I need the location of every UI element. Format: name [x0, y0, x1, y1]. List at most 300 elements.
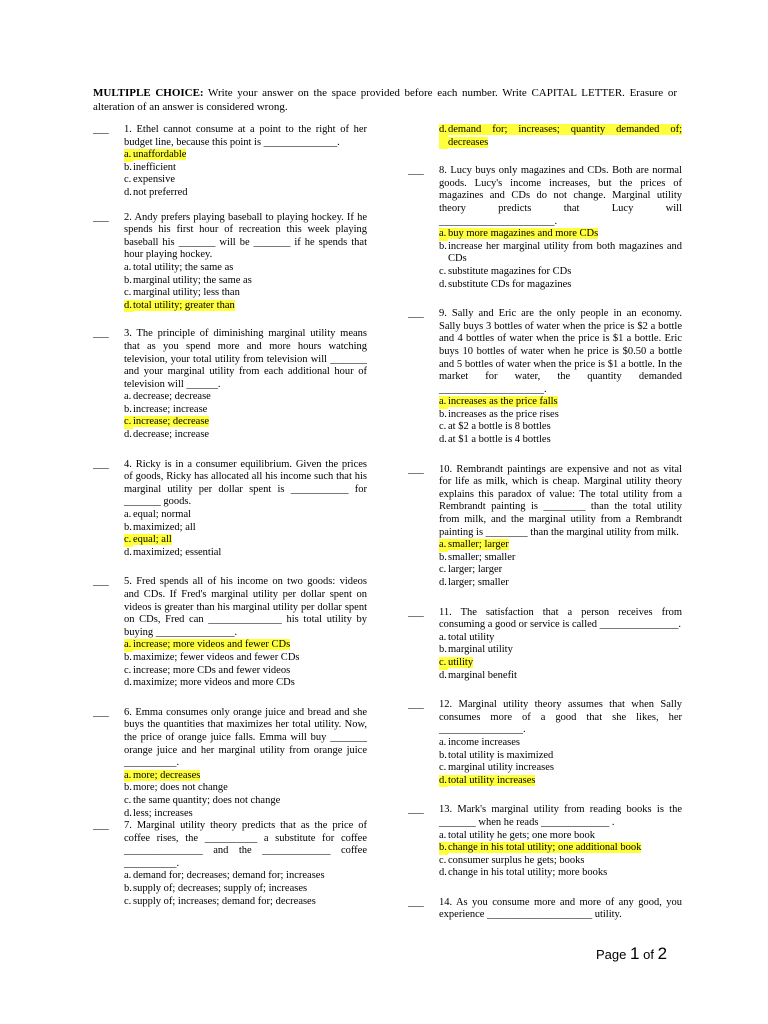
option-text-inner: marginal benefit — [448, 669, 517, 681]
answer-option — [124, 416, 367, 429]
option-letter: c. — [124, 895, 132, 907]
question-number: 2. — [124, 211, 132, 223]
option-letter: c. — [439, 564, 447, 576]
answer-option — [439, 564, 682, 577]
question-8 — [408, 165, 682, 291]
option-text — [448, 750, 682, 763]
page-number: 1 — [630, 944, 640, 963]
option-text — [133, 391, 367, 404]
question-number: 5. — [124, 576, 132, 588]
answer-option — [124, 639, 367, 652]
option-text — [448, 396, 682, 409]
option-text — [448, 228, 682, 241]
option-letter: a. — [124, 261, 132, 273]
question-7 — [93, 820, 367, 908]
answer-option — [439, 750, 682, 763]
option-text-inner: maximize; more videos and more CDs — [133, 677, 295, 689]
answer-option — [439, 396, 682, 409]
answer-blank[interactable]: ___ — [408, 699, 424, 711]
option-text-inner: less; increases — [133, 807, 193, 819]
option-letter: d. — [124, 186, 132, 198]
option-letter: a. — [124, 509, 132, 521]
total-pages: 2 — [657, 944, 668, 963]
option-text-inner: total utility — [448, 631, 495, 643]
answer-options — [124, 770, 367, 820]
option-letter: b. — [124, 782, 132, 794]
option-text — [448, 552, 682, 565]
option-letter: a. — [124, 870, 132, 882]
option-text-inner: maximize; fewer videos and fewer CDs — [133, 651, 300, 663]
option-text — [448, 577, 682, 590]
option-text — [133, 883, 367, 896]
option-text-inner: larger; larger — [448, 564, 503, 576]
answer-option — [439, 737, 682, 750]
option-text — [133, 300, 367, 313]
option-letter: a. — [439, 396, 447, 408]
answer-option — [439, 539, 682, 552]
answer-option — [124, 187, 367, 200]
question-text: Ricky is in a consumer equilibrium. Given the prices of goods, Ricky has allocated all his income such that his marginal utility per dollar spent is ___________ for _______ goods. — [124, 458, 368, 508]
option-letter: a. — [439, 631, 447, 643]
option-letter: c. — [124, 287, 132, 299]
option-letter: d. — [439, 434, 447, 446]
option-text-inner: supply of; increases; demand for; decreases — [133, 895, 316, 907]
answer-blank[interactable]: ___ — [93, 458, 109, 470]
question-stem — [124, 820, 367, 870]
page-footer — [596, 944, 667, 964]
option-letter: a. — [124, 391, 132, 403]
answer-option — [124, 652, 367, 665]
question-number: 4. — [124, 458, 132, 470]
option-text-inner: demand for; increases; quantity demanded of; decreases — [448, 124, 682, 148]
answer-options — [124, 149, 367, 199]
question-13 — [408, 804, 682, 880]
option-letter: b. — [439, 240, 447, 252]
option-text-inner: buy more magazines and more CDs — [448, 228, 599, 240]
answer-blank[interactable]: ___ — [408, 308, 424, 320]
option-text — [448, 830, 682, 843]
option-text — [133, 404, 367, 417]
answer-blank[interactable]: ___ — [408, 463, 424, 475]
option-text — [133, 808, 367, 821]
answer-blank[interactable]: ___ — [93, 706, 109, 718]
option-text-inner: substitute magazines for CDs — [448, 265, 572, 277]
answer-blank[interactable]: ___ — [408, 896, 424, 908]
answer-option — [124, 808, 367, 821]
option-text — [133, 782, 367, 795]
question-number: 8. — [439, 165, 447, 177]
option-text-inner: increase; more videos and fewer CDs — [133, 639, 291, 651]
answer-option — [124, 795, 367, 808]
option-letter: d. — [124, 807, 132, 819]
answer-option — [439, 632, 682, 645]
question-text: As you consume more and more of any good, you experience ____________________ utility. — [439, 896, 683, 921]
answer-option — [124, 883, 367, 896]
option-text — [448, 279, 682, 292]
question-stem — [439, 897, 682, 922]
option-letter: d. — [124, 546, 132, 558]
option-text — [448, 409, 682, 422]
question-stem — [439, 165, 682, 228]
answer-blank[interactable]: ___ — [93, 211, 109, 223]
option-text — [448, 644, 682, 657]
option-text — [133, 652, 367, 665]
question-1 — [93, 124, 367, 200]
answer-option — [439, 775, 682, 788]
option-text-inner: increase; increase — [133, 403, 208, 415]
answer-option — [439, 124, 682, 149]
option-text — [133, 174, 367, 187]
question-number: 7. — [124, 820, 132, 832]
answer-option — [439, 842, 682, 855]
question-12 — [408, 699, 682, 787]
option-letter: d. — [439, 669, 447, 681]
answer-option — [439, 421, 682, 434]
question-number: 3. — [124, 328, 132, 340]
question-number: 12. — [439, 699, 453, 711]
option-text-inner: decrease; decrease — [133, 391, 211, 403]
answer-option — [124, 262, 367, 275]
answer-options — [124, 391, 367, 441]
question-stem — [124, 212, 367, 262]
answer-option — [439, 279, 682, 292]
question-11 — [408, 607, 682, 683]
option-text-inner: equal; normal — [133, 509, 192, 521]
answer-option — [124, 534, 367, 547]
answer-blank[interactable]: ___ — [93, 820, 109, 832]
answer-blank[interactable]: ___ — [93, 124, 109, 135]
instructions — [93, 86, 677, 114]
option-text — [448, 124, 682, 149]
option-text-inner: consumer surplus he gets; books — [448, 854, 585, 866]
option-text-inner: total utility is maximized — [448, 749, 554, 761]
answer-option — [124, 547, 367, 560]
option-letter: b. — [124, 883, 132, 895]
option-text-inner: expensive — [133, 174, 175, 186]
answer-options — [124, 509, 367, 559]
option-text-inner: more; decreases — [133, 769, 201, 781]
option-letter: a. — [439, 736, 447, 748]
question-stem — [439, 699, 682, 737]
option-letter: b. — [124, 403, 132, 415]
option-text — [133, 547, 367, 560]
question-stem — [124, 576, 367, 639]
answer-option — [439, 867, 682, 880]
option-text-inner: at $1 a bottle is 4 bottles — [448, 434, 551, 446]
option-letter: d. — [439, 577, 447, 588]
option-letter: b. — [439, 408, 447, 420]
option-text-inner: marginal utility increases — [448, 762, 554, 774]
option-letter: d. — [439, 278, 447, 290]
answer-options — [439, 737, 682, 787]
option-text-inner: total utility; the same as — [133, 261, 234, 273]
option-text — [133, 416, 367, 429]
question-stem — [439, 464, 682, 540]
option-text — [133, 509, 367, 522]
option-letter: c. — [124, 174, 132, 186]
option-letter: b. — [439, 551, 447, 563]
answer-options — [124, 870, 367, 908]
option-letter: a. — [439, 539, 447, 551]
question-6 — [93, 707, 367, 820]
question-text: Fred spends all of his income on two goods: videos and CDs. If Fred's marginal utility per dollar spent on videos is greater than his marginal utility per dollar spent on CDs, Fred can ______________ his total utility by buying _______________. — [124, 576, 367, 638]
answer-options — [439, 830, 682, 880]
answer-option — [124, 677, 367, 690]
question-text: Marginal utility theory predicts that as the price of coffee rises, the __________ a substitute for coffee _______________ and the _____________ coffee __________. — [124, 820, 368, 869]
option-text-inner: total utility he gets; one more book — [448, 829, 595, 841]
option-text-inner: maximized; essential — [133, 546, 222, 558]
option-letter: a. — [439, 228, 447, 240]
question-text: Rembrandt paintings are expensive and not as vital for life as milk, which is cheap. Marginal utility theory explains this paradox of value: The total utility from a Rembrandt painting is ________ than the total utility from milk, and the marginal utility from a Rembrandt painting is ________ than the marginal utility from milk. — [439, 463, 682, 538]
question-stem — [124, 124, 367, 149]
option-text-inner: more; does not change — [133, 782, 228, 794]
left-column — [93, 124, 367, 908]
option-text — [448, 762, 682, 775]
option-text-inner: utility — [448, 656, 474, 668]
option-text-inner: marginal utility — [448, 644, 513, 656]
option-text — [448, 241, 682, 266]
question-14 — [408, 897, 682, 922]
option-text — [133, 262, 367, 275]
question-text: Emma consumes only orange juice and bread and she buys the quantities that maximizes her total utility. Now, the price of orange juice falls. Emma will buy _______ orange juice and her marginal utility from orange juice __________. — [124, 706, 368, 769]
option-letter: b. — [439, 749, 447, 761]
option-text-inner: smaller; larger — [448, 539, 509, 551]
question-text: Marginal utility theory assumes that when Sally consumes more of a good that she likes, her ________________. — [439, 699, 683, 736]
option-text — [133, 677, 367, 690]
question-number: 14. — [439, 896, 453, 908]
option-text — [448, 266, 682, 279]
option-text-inner: increase; decrease — [133, 416, 210, 428]
option-letter: c. — [439, 854, 447, 866]
answer-option — [439, 830, 682, 843]
option-text-inner: increase her marginal utility from both magazines and CDs — [448, 240, 682, 265]
question-stem — [124, 707, 367, 770]
option-text — [133, 534, 367, 547]
answer-options — [439, 632, 682, 682]
answer-option — [124, 782, 367, 795]
option-text-inner: total utility; greater than — [133, 299, 235, 311]
option-text — [448, 657, 682, 670]
option-text-inner: decrease; increase — [133, 429, 210, 441]
option-text — [448, 842, 682, 855]
answer-option — [124, 300, 367, 313]
answer-option — [439, 670, 682, 683]
option-text — [448, 775, 682, 788]
option-text — [448, 564, 682, 577]
option-text — [448, 434, 682, 447]
option-letter: c. — [124, 416, 132, 428]
option-text-inner: substitute CDs for magazines — [448, 278, 572, 290]
option-letter: d. — [439, 867, 447, 879]
option-text-inner: larger; smaller — [448, 577, 509, 588]
question-text: Lucy buys only magazines and CDs. Both are normal goods. Lucy's income increases, but the prices of magazines and CDs do not change. Marginal utility theory predicts that Lucy will ______________________. — [439, 165, 683, 227]
option-text-inner: increases as the price rises — [448, 408, 559, 420]
option-letter: d. — [124, 429, 132, 441]
option-text — [133, 162, 367, 175]
option-text — [133, 287, 367, 300]
question-number: 10. — [439, 463, 453, 475]
answer-option — [439, 552, 682, 565]
answer-option — [124, 174, 367, 187]
option-text — [448, 867, 682, 880]
question-2 — [93, 212, 367, 313]
answer-blank[interactable]: ___ — [408, 606, 424, 618]
question-text: The satisfaction that a person receives from consuming a good or service is called _______________. — [439, 606, 683, 631]
option-letter: b. — [124, 274, 132, 286]
answer-options — [124, 262, 367, 312]
question-9 — [408, 308, 682, 447]
answer-option — [124, 896, 367, 909]
option-text — [448, 632, 682, 645]
option-text-inner: equal; all — [133, 534, 172, 546]
instructions-text: Write your answer on the space provided before each number. Write CAPITAL LETTER. Erasure or alteration of an answer is considered wrong. — [93, 87, 677, 113]
option-text-inner: supply of; decreases; supply of; increases — [133, 883, 308, 895]
option-text-inner: the same quantity; does not change — [133, 794, 281, 806]
option-text-inner: income increases — [448, 736, 521, 748]
answer-option — [439, 228, 682, 241]
question-4 — [93, 459, 367, 560]
question-text: Ethel cannot consume at a point to the right of her budget line, because this point is ______________. — [124, 124, 367, 148]
option-letter: c. — [124, 794, 132, 806]
option-letter: a. — [124, 149, 132, 161]
answer-option — [124, 149, 367, 162]
question-5 — [93, 576, 367, 689]
option-letter: b. — [124, 161, 132, 173]
answer-option — [124, 275, 367, 288]
option-text-inner: not preferred — [133, 186, 188, 198]
option-letter: b. — [439, 842, 447, 854]
option-text — [133, 896, 367, 909]
question-number: 1. — [124, 124, 132, 135]
option-text-inner: at $2 a bottle is 8 bottles — [448, 421, 551, 433]
answer-blank[interactable]: ___ — [93, 328, 109, 340]
answer-options — [439, 396, 682, 446]
option-text — [133, 187, 367, 200]
question-text: Andy prefers playing baseball to playing hockey. If he spends his first hour of recreation this week playing baseball his _______ will be _______ if he spends that hour playing hockey. — [124, 211, 367, 261]
option-letter: a. — [124, 639, 132, 651]
answer-option — [439, 855, 682, 868]
answer-blank[interactable]: ___ — [408, 804, 424, 816]
option-text-inner: smaller; smaller — [448, 551, 516, 563]
question-7-continued — [408, 124, 682, 149]
answer-option — [439, 409, 682, 422]
answer-option — [124, 870, 367, 883]
question-stem — [124, 328, 367, 391]
option-text-inner: marginal utility; less than — [133, 287, 240, 299]
option-text — [133, 795, 367, 808]
option-letter: d. — [439, 124, 448, 149]
option-text-inner: unaffordable — [133, 149, 187, 161]
answer-option — [124, 404, 367, 417]
answer-option — [439, 434, 682, 447]
option-letter: a. — [439, 829, 447, 841]
answer-blank[interactable]: ___ — [93, 576, 109, 588]
answer-options — [439, 124, 682, 149]
option-letter: d. — [439, 774, 447, 786]
answer-option — [124, 287, 367, 300]
option-text — [133, 770, 367, 783]
option-letter: a. — [124, 769, 132, 781]
question-text: The principle of diminishing marginal utility means that as you spend more and more hours watching television, your total utility from television will _______ and your marginal utility from each additional hour of television will ______. — [124, 328, 368, 390]
answer-blank[interactable]: ___ — [408, 165, 424, 177]
answer-options — [439, 539, 682, 589]
option-text-inner: change in his total utility; more books — [448, 867, 608, 879]
question-text: Sally and Eric are the only people in an economy. Sally buys 3 bottles of water when the price is $2 a bottle and 4 bottles of water when the price is $1 a bottle. Eric buys 10 bottles of water when he price is $0.50 a bottle and 5 bottles of water when the price is $1 a bottle. In the market for water, the quantity demanded ____________________. — [439, 308, 683, 395]
answer-option — [124, 162, 367, 175]
option-text — [448, 670, 682, 683]
option-letter: c. — [124, 664, 132, 676]
answer-option — [124, 429, 367, 442]
answer-option — [439, 657, 682, 670]
question-number: 11. — [439, 606, 452, 618]
option-text-inner: inefficient — [133, 161, 176, 173]
of-label: of — [643, 947, 654, 962]
answer-option — [439, 266, 682, 279]
option-letter: b. — [439, 644, 447, 656]
option-text — [133, 429, 367, 442]
answer-options — [124, 639, 367, 689]
question-number: 6. — [124, 706, 132, 718]
question-10 — [408, 464, 682, 590]
option-text — [448, 539, 682, 552]
option-text-inner: increase; more CDs and fewer videos — [133, 664, 291, 676]
option-letter: c. — [439, 421, 447, 433]
option-letter: c. — [124, 534, 132, 546]
answer-option — [124, 665, 367, 678]
question-text: Mark's marginal utility from reading books is the _______ when he reads _____________ . — [439, 804, 682, 828]
answer-option — [124, 522, 367, 535]
option-letter: b. — [124, 651, 132, 663]
option-text — [133, 639, 367, 652]
option-text — [448, 737, 682, 750]
option-text — [133, 149, 367, 162]
option-text — [448, 855, 682, 868]
option-text-inner: maximized; all — [133, 521, 196, 533]
option-letter: b. — [124, 521, 132, 533]
answer-option — [439, 577, 682, 590]
option-text-inner: total utility increases — [448, 774, 536, 786]
option-text — [133, 522, 367, 535]
answer-option — [439, 241, 682, 266]
option-letter: c. — [439, 656, 447, 668]
option-text — [133, 870, 367, 883]
question-number: 9. — [439, 308, 447, 320]
answer-option — [439, 644, 682, 657]
answer-options — [439, 228, 682, 291]
option-text — [448, 421, 682, 434]
question-stem — [124, 459, 367, 509]
question-number: 13. — [439, 804, 453, 816]
section-title: MULTIPLE CHOICE: — [93, 87, 204, 99]
option-letter: c. — [439, 265, 447, 277]
option-letter: d. — [124, 677, 132, 689]
answer-option — [124, 509, 367, 522]
option-text-inner: demand for; decreases; demand for; increases — [133, 870, 325, 882]
option-text — [133, 275, 367, 288]
answer-option — [439, 762, 682, 775]
page-label: Page — [596, 947, 627, 962]
right-column — [408, 124, 682, 922]
question-stem — [439, 804, 682, 829]
option-text-inner: increases as the price falls — [448, 396, 558, 408]
option-text-inner: change in his total utility; one additional book — [448, 842, 642, 854]
question-stem — [439, 607, 682, 632]
question-3 — [93, 328, 367, 441]
option-letter: c. — [439, 762, 447, 774]
option-letter: d. — [124, 299, 132, 311]
option-text — [133, 665, 367, 678]
option-text-inner: marginal utility; the same as — [133, 274, 252, 286]
